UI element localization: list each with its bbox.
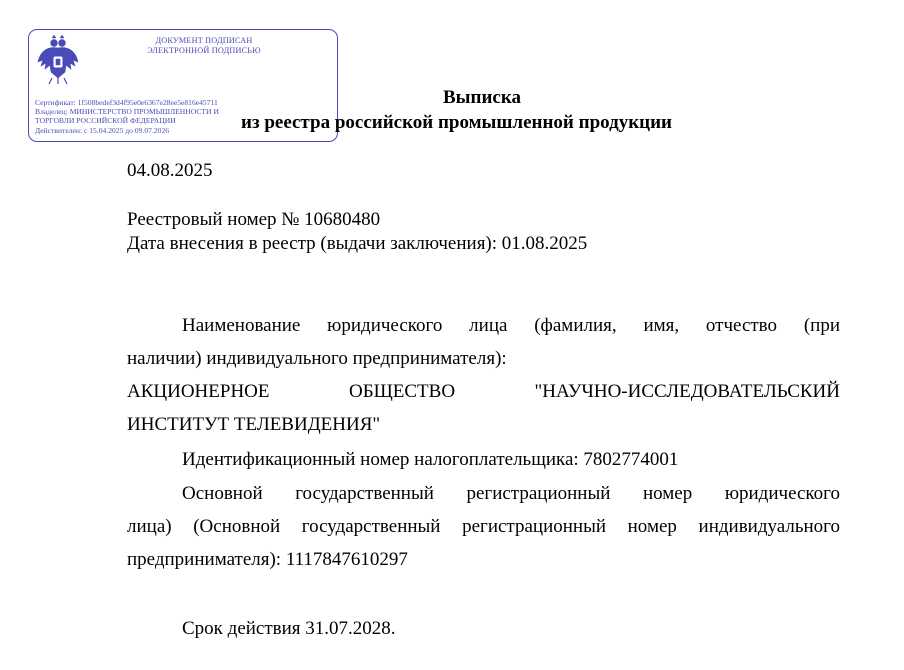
- validity-period: Срок действия 31.07.2028.: [182, 618, 396, 639]
- entity-name-label-line-1: Наименование юридического лица (фамилия, имя, отчество (при: [182, 315, 840, 336]
- stamp-owner-line-2: ТОРГОВЛИ РОССИЙСКОЙ ФЕДЕРАЦИИ: [35, 116, 176, 126]
- ogrn-line-1: Основной государственный регистрационный номер юридического: [182, 483, 840, 504]
- russian-coat-of-arms-icon: [37, 34, 79, 86]
- document-title: Выписка: [443, 87, 521, 108]
- document-date: 04.08.2025: [127, 160, 213, 181]
- stamp-title: [121, 36, 287, 56]
- inn: Идентификационный номер налогоплательщика: 7802774001: [182, 449, 679, 470]
- stamp-owner-line-1: Владелец: МИНИСТЕРСТВО ПРОМЫШЛЕННОСТИ И: [35, 107, 219, 117]
- stamp-valid: Действителен: с 15.04.2025 до 09.07.2026: [35, 125, 170, 135]
- entity-name-line-1: АКЦИОНЕРНОЕ ОБЩЕСТВО "НАУЧНО-ИССЛЕДОВАТЕЛЬСКИЙ: [127, 381, 840, 402]
- ogrn-line-2: лица) (Основной государственный регистрационный номер индивидуального: [127, 516, 840, 537]
- entity-name-line-2: ИНСТИТУТ ТЕЛЕВИДЕНИЯ": [127, 414, 381, 435]
- ogrn-line-3: предпринимателя): 1117847610297: [127, 549, 408, 570]
- registry-date: Дата внесения в реестр (выдачи заключения): 01.08.2025: [127, 233, 588, 254]
- registry-number: Реестровый номер № 10680480: [127, 209, 381, 230]
- entity-name-label-line-2: наличии) индивидуального предпринимателя):: [127, 348, 507, 369]
- document-subtitle: из реестра российской промышленной продукции: [241, 112, 672, 133]
- stamp-certificate: Сертификат: 1f508bedef3d4f95e0e6367e28ee5e816e45711: [35, 98, 218, 107]
- stamp-title-line-1: ДОКУМЕНТ ПОДПИСАН: [155, 36, 253, 45]
- stamp-title-line-2: ЭЛЕКТРОННОЙ ПОДПИСЬЮ: [147, 46, 261, 55]
